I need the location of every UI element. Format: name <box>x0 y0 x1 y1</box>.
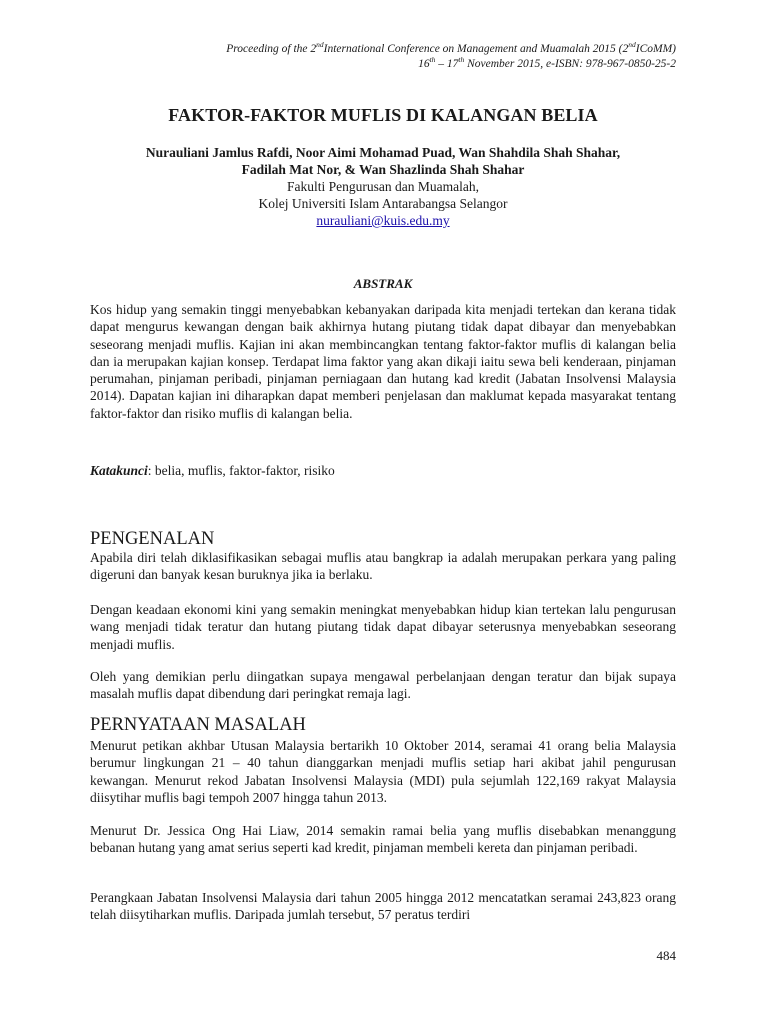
affiliation-line-1: Fakulti Pengurusan dan Muamalah, <box>287 179 479 194</box>
page-number: 484 <box>656 948 676 963</box>
keywords <box>90 462 676 479</box>
masalah-paragraph-2: Menurut Dr. Jessica Ong Hai Liaw, 2014 semakin ramai belia yang muflis disebabkan menanggung bebanan hutang yang amat serius seperti kad kredit, pinjaman membeli kereta dan pinjaman peribadi. <box>90 823 676 856</box>
running-header <box>90 42 676 72</box>
paper-title: FAKTOR-FAKTOR MUFLIS DI KALANGAN BELIA <box>168 105 598 125</box>
author-names-line-2: Fadilah Mat Nor, & Wan Shazlinda Shah Shahar <box>241 162 525 177</box>
author-block <box>90 144 676 229</box>
author-names-line-1: Nurauliani Jamlus Rafdi, Noor Aimi Mohamad Puad, Wan Shahdila Shah Shahar, <box>145 145 621 160</box>
masalah-paragraph-3: Perangkaan Jabatan Insolvensi Malaysia dari tahun 2005 hingga 2012 mencatatkan seramai 243,823 orang telah diisytiharkan muflis. Daripada jumlah tersebut, 57 peratus terdiri <box>90 890 676 923</box>
pengenalan-paragraph-2: Dengan keadaan ekonomi kini yang semakin meningkat menyebabkan hidup kian tertekan lalu pengurusan wang menjadi tidak teratur dan hutang piutang tidak dapat dibayar seterusnya menyebabkan seseorang menjadi muflis. <box>90 602 676 652</box>
affiliation-line-2: Kolej Universiti Islam Antarabangsa Selangor <box>258 196 508 211</box>
conference-line: Proceeding of the 2ndInternational Conference on Management and Muamalah 2015 (2ndICoMM) <box>226 40 676 55</box>
keywords-label: Katakunci <box>90 463 148 478</box>
abstract-body: Kos hidup yang semakin tinggi menyebabkan kebanyakan daripada kita menjadi tertekan dan kerana tidak dapat mengurus kewangan dengan baik akhirnya hutang piutang tidak dapat dibayar dan menyebabkan seseorang menjadi muflis. Kajian ini akan membincangkan tentang faktor-faktor muflis di kalangan belia dan ia merupakan kajian konsep. Terdapat lima faktor yang akan dikaji iaitu sewa beli kenderaan, pinjaman perumahan, pinjaman peribadi, pinjaman perniagaan dan hutang kad kredit (Jabatan Insolvensi Malaysia 2014). Dapatan kajian ini diharapkan dapat memberi penjelasan dan maklumat kepada masyarakat tentang faktor-faktor dan risiko muflis di kalangan belia. <box>90 302 676 421</box>
pengenalan-paragraph-3: Oleh yang demikian perlu diingatkan supaya mengawal perbelanjaan dengan teratur dan bijak supaya masalah muflis dapat dibendung dari peringkat remaja lagi. <box>90 669 676 702</box>
abstract-heading: ABSTRAK <box>353 276 413 291</box>
pengenalan-paragraph-1: Apabila diri telah diklasifikasikan sebagai muflis atau bangkrap ia adalah merupakan perkara yang paling digeruni dan banyak kesan buruknya jika ia berlaku. <box>90 550 676 583</box>
section-heading-pernyataan-masalah: PERNYATAAN MASALAH <box>90 715 306 735</box>
masalah-paragraph-1: Menurut petikan akhbar Utusan Malaysia bertarikh 10 Oktober 2014, seramai 41 orang belia Malaysia berumur lingkungan 21 – 40 tahun dianggarkan menjadi muflis setiap hari akibat jahil pengurusan kewangan. Menurut rekod Jabatan Insolvensi Malaysia (MDI) pula sejumlah 122,169 rakyat Malaysia diisytihar muflis bagi tempoh 2007 hingga tahun 2013. <box>90 738 676 805</box>
author-email-link[interactable]: nurauliani@kuis.edu.my <box>316 213 450 228</box>
keywords-text: : belia, muflis, faktor-faktor, risiko <box>147 463 335 478</box>
date-isbn-line: 16th – 17th November 2015, e-ISBN: 978-967-0850-25-2 <box>418 55 676 70</box>
section-heading-pengenalan: PENGENALAN <box>90 529 215 549</box>
